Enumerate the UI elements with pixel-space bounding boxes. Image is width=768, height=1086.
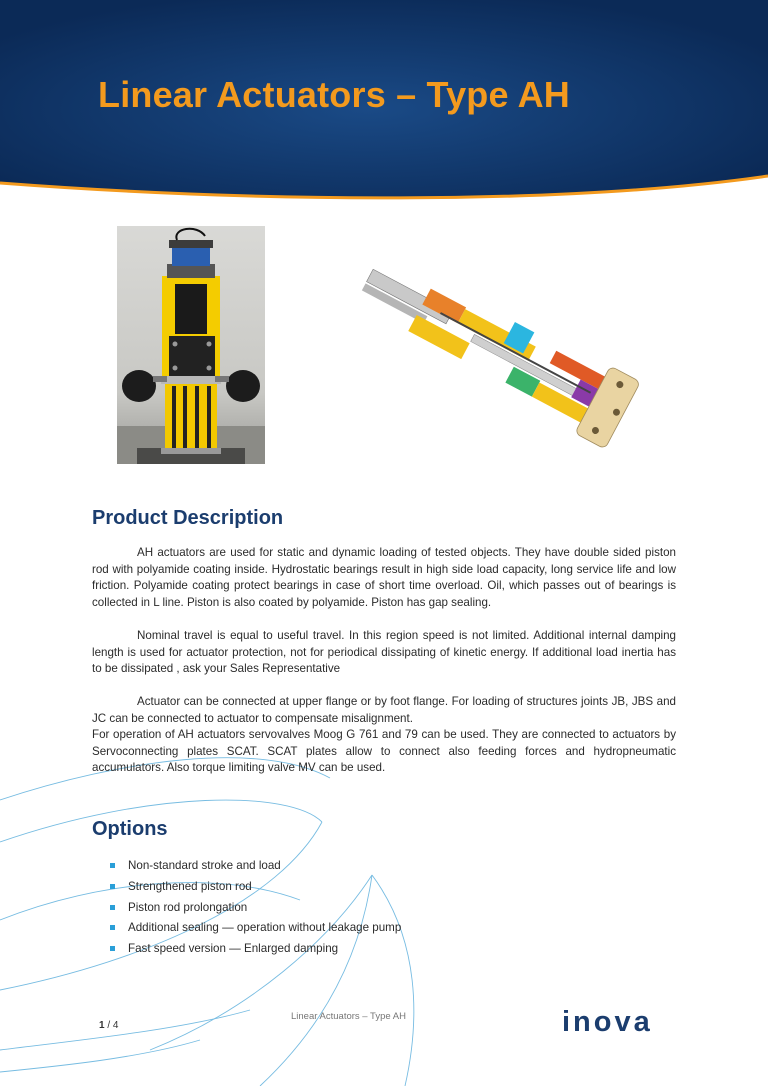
footer-doc-title: Linear Actuators – Type AH <box>291 1011 406 1022</box>
options-list <box>110 856 401 960</box>
logo-text: inova <box>562 1006 653 1038</box>
description-paragraph-1 <box>92 545 676 611</box>
list-item: Non-standard stroke and load <box>110 856 401 877</box>
options-heading: Options <box>92 818 168 840</box>
product-description-heading: Product Description <box>92 507 284 529</box>
description-text: For operation of AH actuators servovalves Moog G 761 and 79 can be used. They are connected to actuators by Servoconnecting plates SCAT. SCAT plates allow to connect also feeding forces and hydropneumatic accumulators. Also torque limiting valve MV can be used. <box>92 728 676 775</box>
header-band <box>0 0 768 200</box>
description-text: Actuator can be connected at upper flange or by foot flange. For loading of structures joints JB, JBS and JC can be connected to actuator to compensate misalignment. <box>92 695 676 725</box>
description-paragraph-2 <box>92 628 676 678</box>
page-title: Linear Actuators – Type AH <box>98 74 570 115</box>
page-number <box>99 1020 118 1031</box>
actuator-photo-illustration <box>117 226 265 464</box>
actuator-photo <box>117 226 265 464</box>
list-item: Fast speed version — Enlarged damping <box>110 939 401 960</box>
description-text: AH actuators are used for static and dynamic loading of tested objects. They have double sided piston rod with polyamide coating inside. Hydrostatic bearings result in high side load capacity, long service life and low friction. Polyamide coating protect bearings in case of short time overload. Oil, which passes out of bearings is collected in L line. Piston is also coated by polyamide. Piston has gap sealing. <box>92 546 676 609</box>
actuator-cutaway-render <box>345 262 675 462</box>
inova-logo <box>560 1005 670 1039</box>
page-total: / 4 <box>107 1020 119 1031</box>
list-item: Additional sealing — operation without leakage pump <box>110 918 401 939</box>
list-item: Strengthened piston rod <box>110 877 401 898</box>
page-current: 1 <box>99 1020 105 1031</box>
description-paragraph-3 <box>92 694 676 777</box>
description-text: Nominal travel is equal to useful travel. In this region speed is not limited. Additional internal damping length is used for actuator protection, not for periodical dissipating of kinetic energy. If additional load inertia has to be dissipated , ask your Sales Representative <box>92 629 676 676</box>
list-item: Piston rod prolongation <box>110 898 401 919</box>
